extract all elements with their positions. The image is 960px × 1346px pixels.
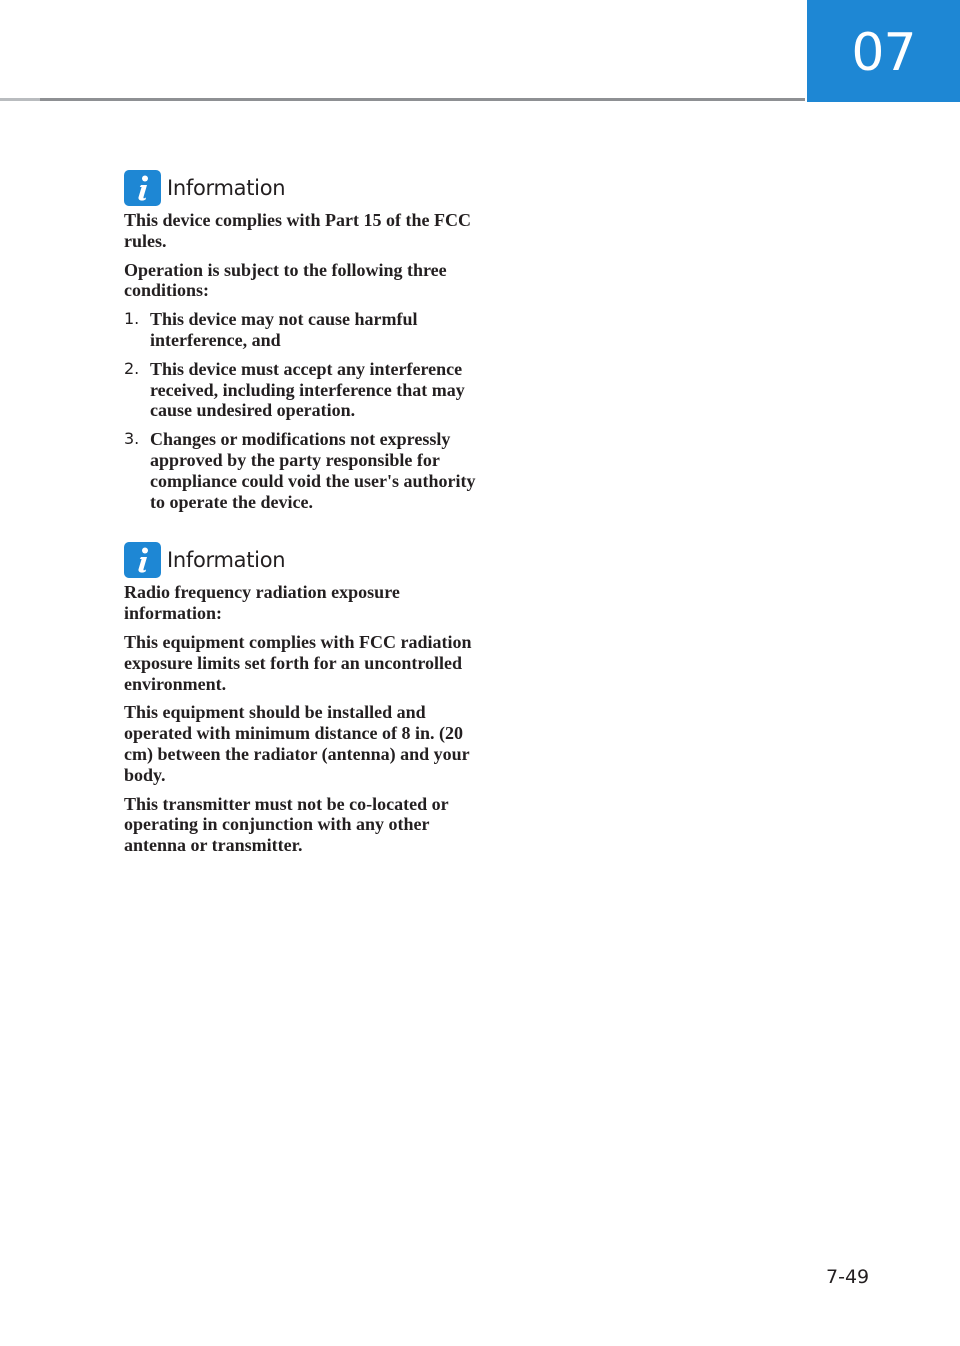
info-section-rf-exposure (124, 542, 494, 856)
header-rule (0, 98, 805, 101)
info-icon (124, 170, 161, 206)
info-title: Information (167, 176, 286, 200)
paragraph: This equipment complies with FCC radiation exposure limits set forth for an uncontrolled environment. (124, 631, 472, 694)
paragraph: This equipment should be installed and operated with minimum distance of 8 in. (20 cm) between the radiator (antenna) and your body. (124, 702, 470, 785)
list-item (124, 429, 494, 512)
paragraph: This transmitter must not be co-located or operating in conjunction with any other antenna or transmitter. (124, 793, 449, 856)
page-number: 7-49 (826, 1266, 870, 1288)
info-icon (124, 542, 161, 578)
list-item-text: This device may not cause harmful interference, and (150, 309, 418, 350)
info-heading (124, 542, 494, 578)
paragraph: Radio frequency radiation exposure information: (124, 582, 400, 624)
list-item-text: This device must accept any interference received, including interference that may cause undesired operation. (150, 358, 465, 421)
list-item-number: 3. (124, 429, 140, 449)
info-section-fcc (124, 170, 494, 512)
list-item-number: 1. (124, 309, 140, 329)
page-content (124, 170, 494, 886)
list-item-text: Changes or modifications not expressly approved by the party responsible for compliance could void the user's authority to operate the device. (150, 429, 476, 512)
header-rule-accent (0, 98, 40, 101)
info-heading (124, 170, 494, 206)
chapter-tab: 07 (807, 0, 960, 102)
conditions-list (124, 309, 494, 512)
paragraph: Operation is subject to the following three conditions: (124, 259, 447, 301)
list-item (124, 359, 494, 421)
list-item-number: 2. (124, 358, 140, 378)
paragraph: This device complies with Part 15 of the FCC rules. (124, 210, 471, 251)
list-item (124, 309, 494, 351)
info-title: Information (167, 548, 286, 573)
